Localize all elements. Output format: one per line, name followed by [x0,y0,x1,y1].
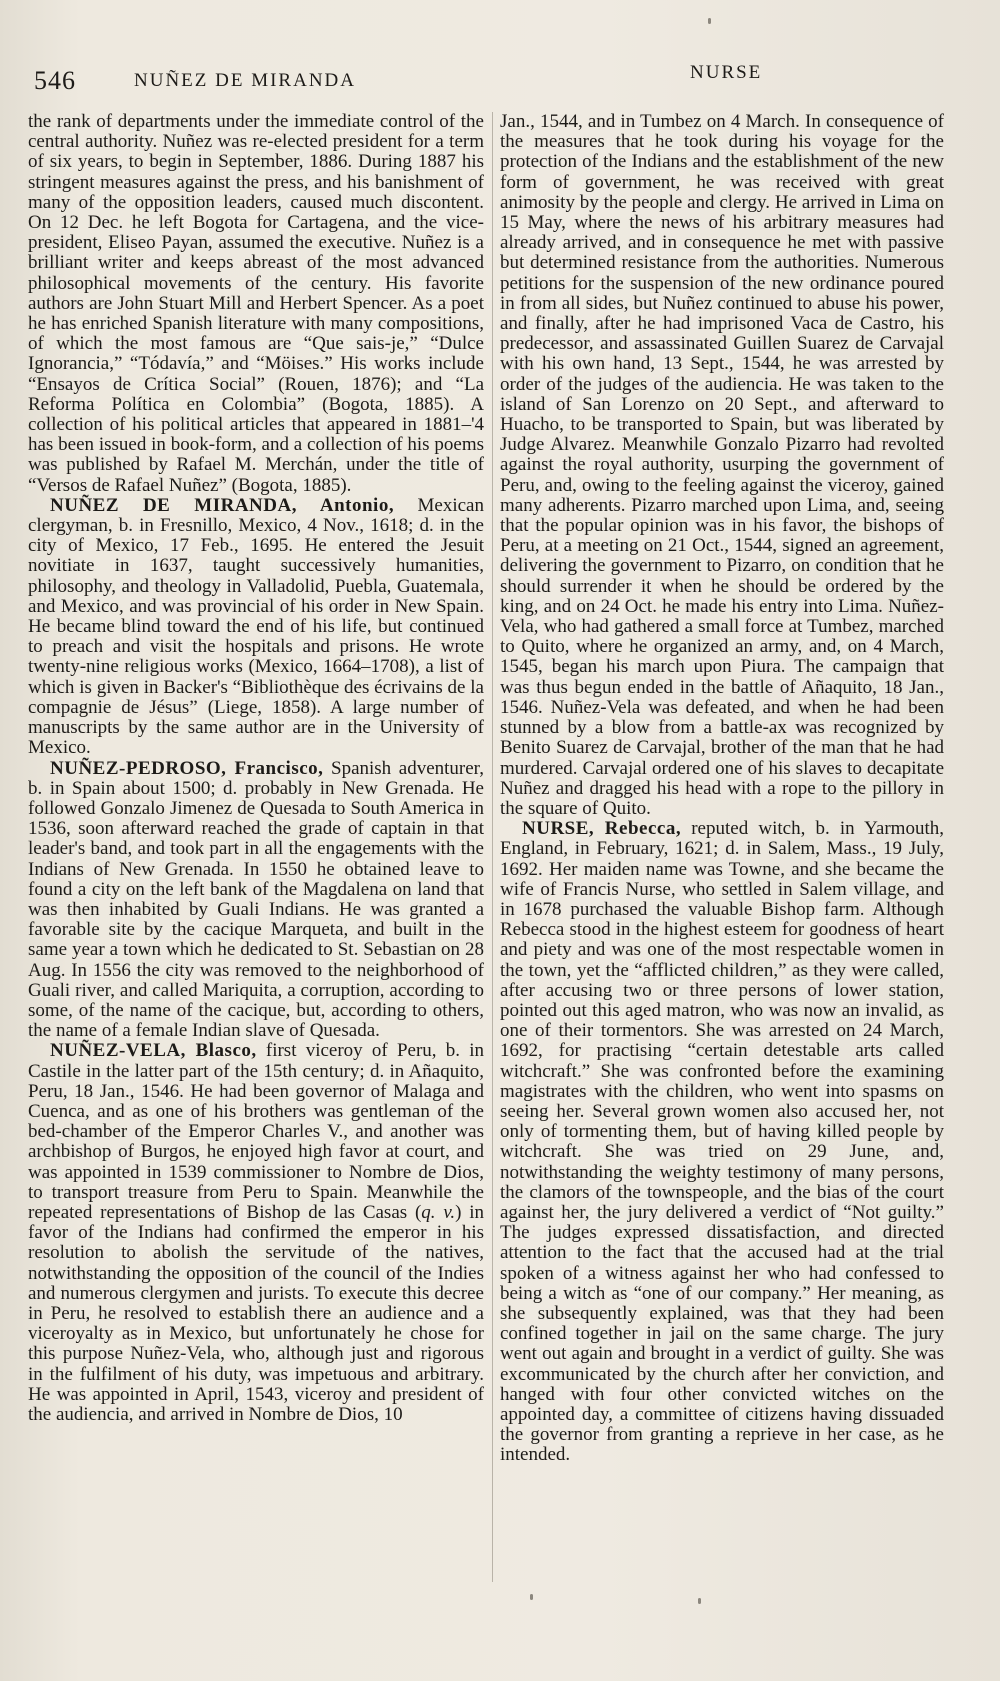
continued-entry-text: Jan., 1544, and in Tumbez on 4 March. In consequence of the measures that he took during his voyage for the protection of the Indians and the establishment of the new form of government, he was received with great animosity by the people and clergy. He arrived in Lima on 15 May, where the news of his arbitrary measures had already arrived, and in consequence he met with passive but determined resistance from the authorities. Numerous petitions for the suspension of the new ordinance poured in from all sides, but Nuñez continued to abuse his power, and finally, after he had imprisoned Vaca de Castro, his predecessor, and assassinated Guillen Suarez de Carvajal with his own hand, 13 Sept., 1544, he was arrested by order of the judges of the audiencia. He was taken to the island of San Lorenzo on 20 Sept., and afterward to Huacho, to be transported to Spain, but was liberated by Judge Alvarez. Meanwhile Gonzalo Pizarro had revolted against the royal authority, usurping the government of Peru, and, owing to the feeling against the viceroy, gained many adherents. Pizarro marched upon Lima, and, seeing that the popular opinion was in his favor, the bishops of Peru, at a meeting on 21 Oct., 1544, signed an agreement, delivering the government to Pizarro, on condition that he should surrender it when he should be ordered by the king, and on 24 Oct. he made his entry into Lima. Nuñez-Vela, who had gathered a small force at Tumbez, marched to Quito, where he organized an army, and, on 4 March, 1545, began his march upon Piura. The campaign that was thus begun ended in the battle of Añaquito, 18 Jan., 1546. Nuñez-Vela was defeated, and when he had been stunned by a blow from a battle-ax was recognized by Benito Suarez de Carvajal, brother of the man that he had murdered. Carvajal ordered one of his slaves to decapitate Nuñez and dragged his head with a rope to the pillory in the square of Quito. [500,111,944,819]
entry-heading: NUÑEZ DE MIRANDA, Antonio, [50,494,395,516]
column-divider [492,112,493,1582]
entry-nunez-de-miranda [28,496,484,759]
cross-reference: q. v. [421,1201,456,1223]
entry-body: Spanish adventurer, b. in Spain about 1500; d. probably in New Grenada. He followed Gonzalo Jimenez de Quesada to South America in 1536, soon afterward reached the grade of captain in that leader's band, and took part in all the engagements with the Indians of New Grenada. In 1550 he obtained leave to found a city on the left bank of the Magdalena on land that was then inhabited by Guali Indians. He was granted a favorable site by the cacique Marqueta, and built in the same year a town which he dedicated to St. Sebastian on 28 Aug. In 1556 the city was removed to the neighborhood of Guali river, and called Mariquita, a corruption, according to some, of the name of the cacique, but, according to others, the name of a female Indian slave of Quesada. [28,757,484,1042]
entry-heading: NUÑEZ-PEDROSO, Francisco, [50,757,324,779]
running-head-right: NURSE [690,62,763,83]
left-column [28,112,484,1425]
right-column [500,112,944,1466]
entry-nunez-pedroso [28,759,484,1042]
page-number: 546 [34,66,76,95]
page-header [34,62,974,96]
paper-speck [530,1594,533,1600]
entry-nunez-vela [28,1041,484,1425]
entry-body: reputed witch, b. in Yarmouth, England, in February, 1621; d. in Salem, Mass., 19 July, 1692. Her maiden name was Towne, and she became the wife of Francis Nurse, who settled in Salem village, and in 1678 purchased the valuable Bishop farm. Although Rebecca stood in the highest esteem for goodness of heart and piety and was one of the most respectable women in the town, yet the “afflicted children,” as they were called, after accusing two or three persons of lower station, pointed out this aged matron, who was now an invalid, as one of their tormentors. She was arrested on 24 March, 1692, for practising “certain detestable arts called witchcraft.” She was confronted before the examining magistrates with the children, who went into spasms on seeing her. Several grown women also accused her, not only of tormenting them, but of having killed people by witchcraft. She was tried on 29 June, and, notwithstanding the weighty testimony of many persons, the clamors of the townspeople, and the bias of the court against her, the jury delivered a verdict of “Not guilty.” The judges expressed dissatisfaction, and directed attention to the fact that the accused had at the trial spoken of a witness against her who had confessed to being a witch as “one of our company.” Her meaning, as she subsequently explained, was that they had been confined together in jail on the same charge. The jury went out again and brought in a verdict of guilty. She was excommunicated by the church after her conviction, and hanged with four other convicted witches on the appointed day, a committee of citizens having dissuaded the governor from granting a reprieve in her case, as he intended. [500,818,944,1466]
entry-heading: NUÑEZ-VELA, Blasco, [50,1040,257,1062]
running-head-left: NUÑEZ DE MIRANDA [134,70,356,91]
entry-nurse-rebecca [500,819,944,1466]
entry-body: Mexican clergyman, b. in Fresnillo, Mexico, 4 Nov., 1618; d. in the city of Mexico, 17 Feb., 1695. He entered the Jesuit novitiate in 1637, taught successively humanities, philosophy, and theology in Valladolid, Puebla, Guatemala, and Mexico, and was provincial of his order in New Spain. He became blind toward the end of his life, but continued to preach and visit the hospitals and prisons. He wrote twenty-nine religious works (Mexico, 1664–1708), a list of which is given in Backer's “Bibliothèque des écrivains de la compagnie de Jésus” (Liege, 1858). A large number of manuscripts by the same author are in the University of Mexico. [28,494,484,759]
entry-body: first viceroy of Peru, b. in Castile in the latter part of the 15th century; d. in Añaquito, Peru, 18 Jan., 1546. He had been governor of Malaga and Cuenca, and as one of his brothers was gentleman of the bed-chamber of the Emperor Charles V., and another was archbishop of Burgos, he enjoyed high favor at court, and was appointed in 1539 commissioner to Nombre de Dios, to transport treasure from Peru to Spain. Meanwhile the repeated representations of Bishop de las Casas ( [28,1040,485,1223]
entry-heading: NURSE, Rebecca, [522,818,682,840]
paper-speck [698,1598,701,1604]
entry-body-continued: ) in favor of the Indians had confirmed the emperor in his resolution to abolish the servitude of the natives, notwithstanding the opposition of the council of the Indies and numerous clergymen and jurists. To execute this decree in Peru, he resolved to establish there an audience and a viceroyalty as in Mexico, but unfortunately he chose for this purpose Nuñez-Vela, who, although just and rigorous in the fulfilment of his duty, was impetuous and arbitrary. He was appointed in April, 1543, viceroy and president of the audiencia, and arrived in Nombre de Dios, 10 [28,1201,485,1425]
paper-speck [708,18,711,24]
continued-entry-text: the rank of departments under the immediate control of the central authority. Nuñez was re-elected president for a term of six years, to begin in September, 1886. During 1887 his stringent measures against the press, and his banishment of many of the opposition leaders, caused much discontent. On 12 Dec. he left Bogota for Cartagena, and the vice-president, Eliseo Payan, assumed the executive. Nuñez is a brilliant writer and keeps abreast of the most advanced philosophical movements of the century. His favorite authors are John Stuart Mill and Herbert Spencer. As a poet he has enriched Spanish literature with many compositions, of which the most famous are “Que sais-je,” “Dulce Ignorancia,” “Tódavía,” and “Möises.” His works include “Ensayos de Crítica Social” (Rouen, 1876); and “La Reforma Política en Colombia” (Bogota, 1885). A collection of his political articles that appeared in 1881–'4 has been issued in book-form, and a collection of his poems was published by Rafael M. Merchán, under the title of “Versos de Rafael Nuñez” (Bogota, 1885). [28,111,484,496]
